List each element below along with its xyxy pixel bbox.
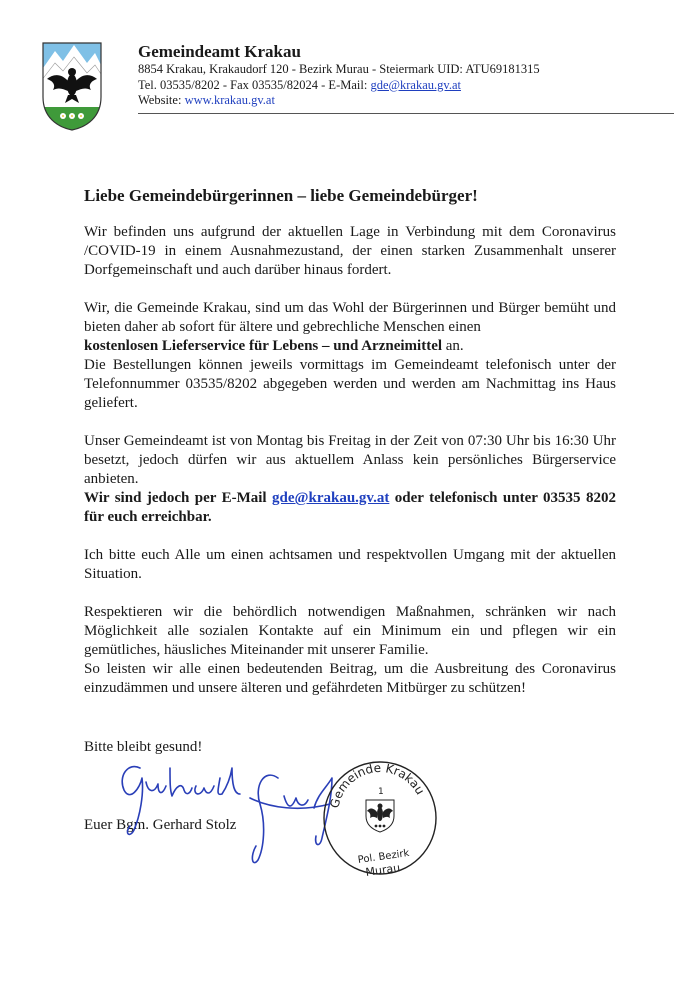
coat-of-arms-icon xyxy=(41,41,103,131)
stamp-murau-text: Murau xyxy=(364,861,401,879)
org-name: Gemeindeamt Krakau xyxy=(138,42,301,61)
paragraph-orders: Die Bestellungen können jeweils vormittags im Gemeindeamt telefonisch unter der Telefonnummer 03535/8202 abgegeben werden und werden am Nachmittag ins Haus geliefert. xyxy=(84,357,616,411)
stamp-district-text: Pol. Bezirk xyxy=(357,847,411,867)
greeting: Liebe Gemeindebürgerinnen – liebe Gemeindebürger! xyxy=(84,186,478,205)
closing-text: Bitte bleibt gesund! xyxy=(84,739,203,755)
website-label: Website: xyxy=(138,93,185,107)
letter-body xyxy=(84,186,616,717)
header-email-link[interactable]: gde@krakau.gv.at xyxy=(370,77,461,92)
paragraph-contact xyxy=(84,489,616,527)
contact-prefix: Tel. 03535/8202 - Fax 03535/82024 - E-Mail: xyxy=(138,77,371,92)
delivery-intro: Wir, die Gemeinde Krakau, sind um das Wohl der Bürgerinnen und Bürger bemüht und bieten daher ab sofort für ältere und gebrechliche Menschen einen xyxy=(84,300,616,335)
contact-bold-a: Wir sind jedoch per E-Mail xyxy=(84,490,273,506)
delivery-service-highlight: kostenlosen Lieferservice für Lebens – und Arzneimittel xyxy=(84,338,443,354)
paragraph-appeal: Ich bitte euch Alle um einen achtsamen und respektvollen Umgang mit der aktuellen Situation. xyxy=(84,547,616,582)
stamp-eagle-icon xyxy=(366,800,394,832)
address-line: 8854 Krakau, Krakaudorf 120 - Bezirk Murau - Steiermark UID: ATU69181315 xyxy=(138,62,540,76)
website-link[interactable]: www.krakau.gv.at xyxy=(184,93,275,107)
handwritten-signature xyxy=(100,738,345,878)
stamp-top-text: Gemeinde Krakau xyxy=(327,760,428,810)
contact-bold-b: oder telefonisch unter 03535 8202 für euch erreichbar. xyxy=(84,490,616,525)
municipal-stamp xyxy=(316,742,442,882)
paragraph-office-hours: Unser Gemeindeamt ist von Montag bis Freitag in der Zeit von 07:30 Uhr bis 16:30 Uhr besetzt, jedoch dürfen wir aus aktuellem Anlass kein persönliches Bürgerservice anbieten. xyxy=(84,433,616,487)
body-email-link[interactable]: gde@krakau.gv.at xyxy=(272,490,390,506)
header-divider xyxy=(138,113,674,114)
paragraph-situation: Wir befinden uns aufgrund der aktuellen Lage in Verbindung mit dem Coronavirus /COVID-19 in einem Ausnahmezustand, der einen starken Zusammenhalt unserer Dorfgemeinschaft und auch darüber hinaus fordert. xyxy=(84,224,616,278)
delivery-end: an. xyxy=(442,338,464,354)
signer-name: Euer Bgm. Gerhard Stolz xyxy=(84,817,237,833)
website-line xyxy=(138,93,678,109)
paragraph-delivery-service xyxy=(84,299,616,356)
stamp-number: 1 xyxy=(378,787,384,797)
paragraph-contribution: So leisten wir alle einen bedeutenden Beitrag, um die Ausbreitung des Coronavirus einzudämmen und unsere älteren und gefährdeten Mitbürger zu schützen! xyxy=(84,661,616,696)
paragraph-measures: Respektieren wir die behördlich notwendigen Maßnahmen, schränken wir nach Möglichkeit alle sozialen Kontakte auf ein Minimum ein und pflegen wir ein gemütliches, häusliches Miteinander mit unserer Familie. xyxy=(84,604,616,658)
letterhead xyxy=(138,42,678,109)
contact-line xyxy=(138,78,678,94)
